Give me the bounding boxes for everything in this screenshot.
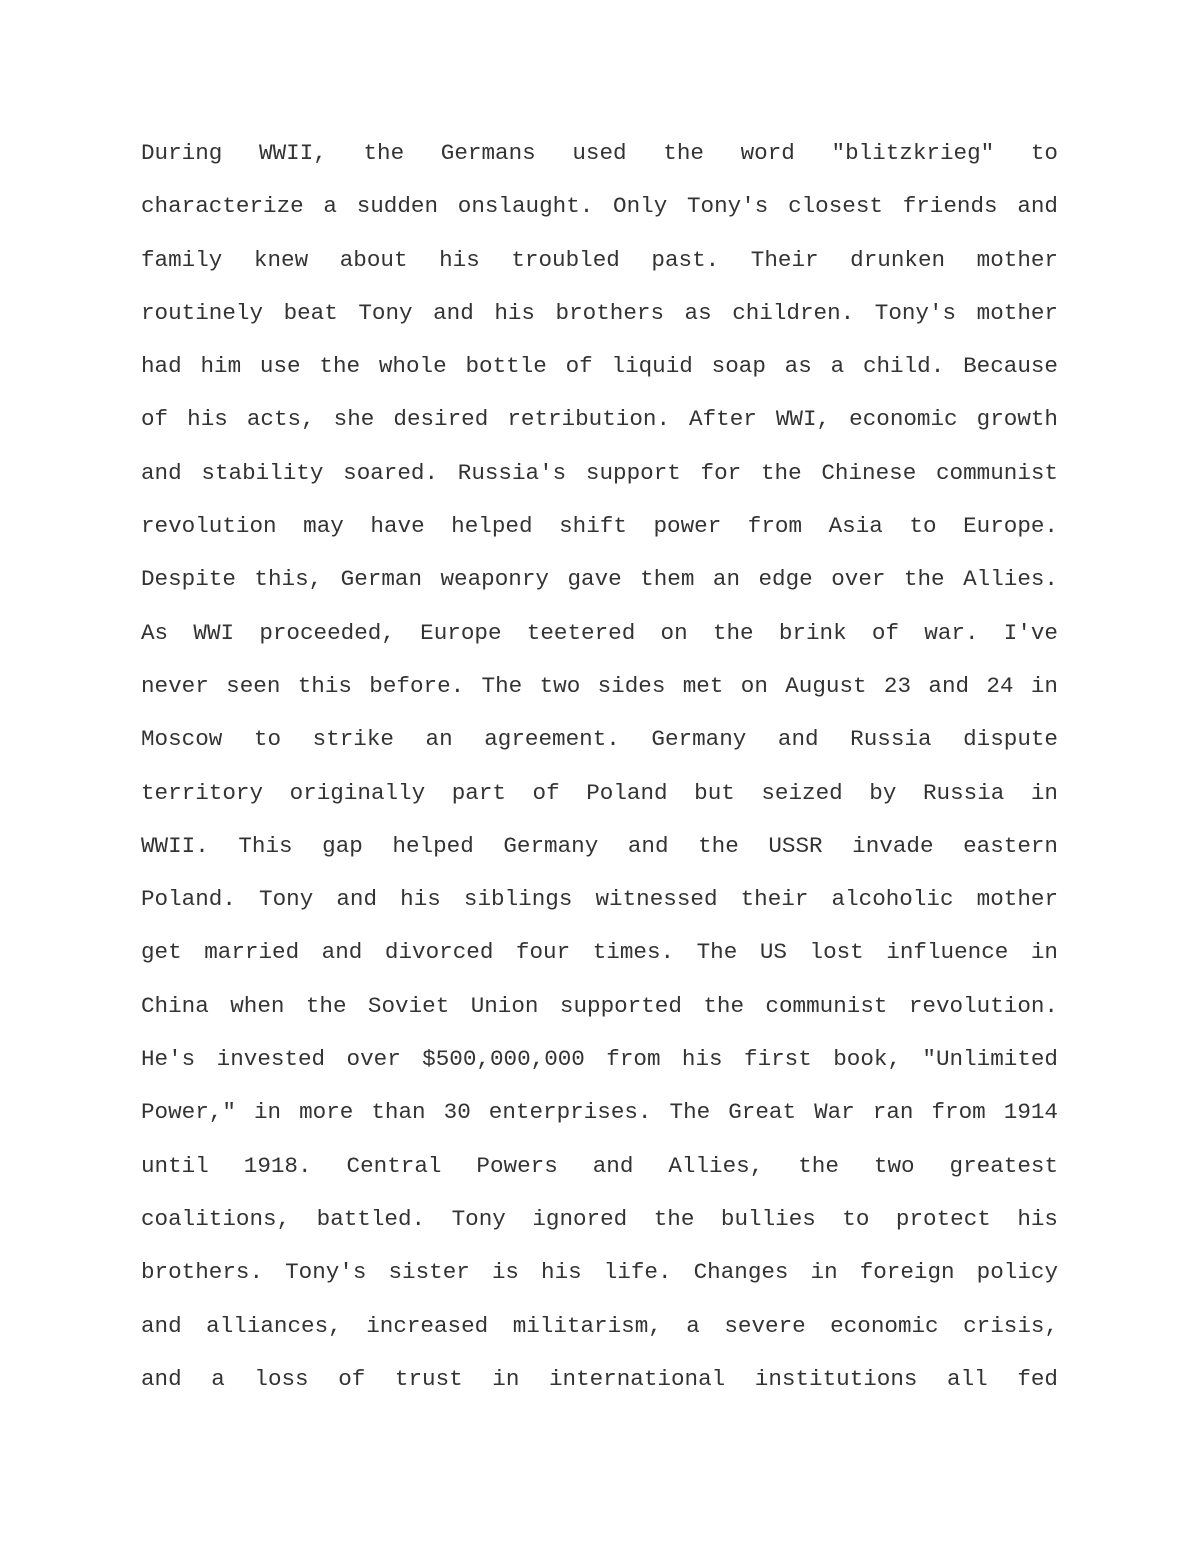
text-line: get married and divorced four times. The US lost influence in <box>141 939 1058 966</box>
text-line: Poland. Tony and his siblings witnessed their alcoholic mother <box>141 886 1058 913</box>
text-line: characterize a sudden onslaught. Only Tony's closest friends and <box>141 193 1058 220</box>
text-line: He's invested over $500,000,000 from his first book, "Unlimited <box>141 1046 1058 1073</box>
text-line: Power," in more than 30 enterprises. The Great War ran from 1914 <box>141 1099 1058 1126</box>
text-line: China when the Soviet Union supported the communist revolution. <box>141 992 1058 1019</box>
text-line: Moscow to strike an agreement. Germany and Russia dispute <box>141 726 1058 753</box>
text-line: As WWI proceeded, Europe teetered on the brink of war. I've <box>141 619 1058 646</box>
text-line: During WWII, the Germans used the word "blitzkrieg" to <box>141 140 1058 166</box>
text-line: revolution may have helped shift power from Asia to Europe. <box>141 513 1058 540</box>
text-line: brothers. Tony's sister is his life. Changes in foreign policy <box>141 1259 1058 1286</box>
text-line: until 1918. Central Powers and Allies, the two greatest <box>141 1152 1058 1179</box>
text-line: never seen this before. The two sides met on August 23 and 24 in <box>141 672 1058 699</box>
text-line: and a loss of trust in international institutions all fed <box>141 1365 1058 1392</box>
text-line: territory originally part of Poland but seized by Russia in <box>141 779 1058 806</box>
text-line: WWII. This gap helped Germany and the USSR invade eastern <box>141 832 1058 859</box>
text-line: coalitions, battled. Tony ignored the bullies to protect his <box>141 1205 1058 1232</box>
text-line: and alliances, increased militarism, a severe economic crisis, <box>141 1312 1058 1339</box>
text-line: Despite this, German weaponry gave them an edge over the Allies. <box>141 566 1058 593</box>
text-line: had him use the whole bottle of liquid soap as a child. Because <box>141 353 1058 380</box>
body-paragraph <box>141 127 1058 1406</box>
text-line: of his acts, she desired retribution. After WWI, economic growth <box>141 406 1058 433</box>
text-line: family knew about his troubled past. Their drunken mother <box>141 246 1058 273</box>
text-line: and stability soared. Russia's support for the Chinese communist <box>141 459 1058 486</box>
text-line: routinely beat Tony and his brothers as children. Tony's mother <box>141 299 1058 326</box>
